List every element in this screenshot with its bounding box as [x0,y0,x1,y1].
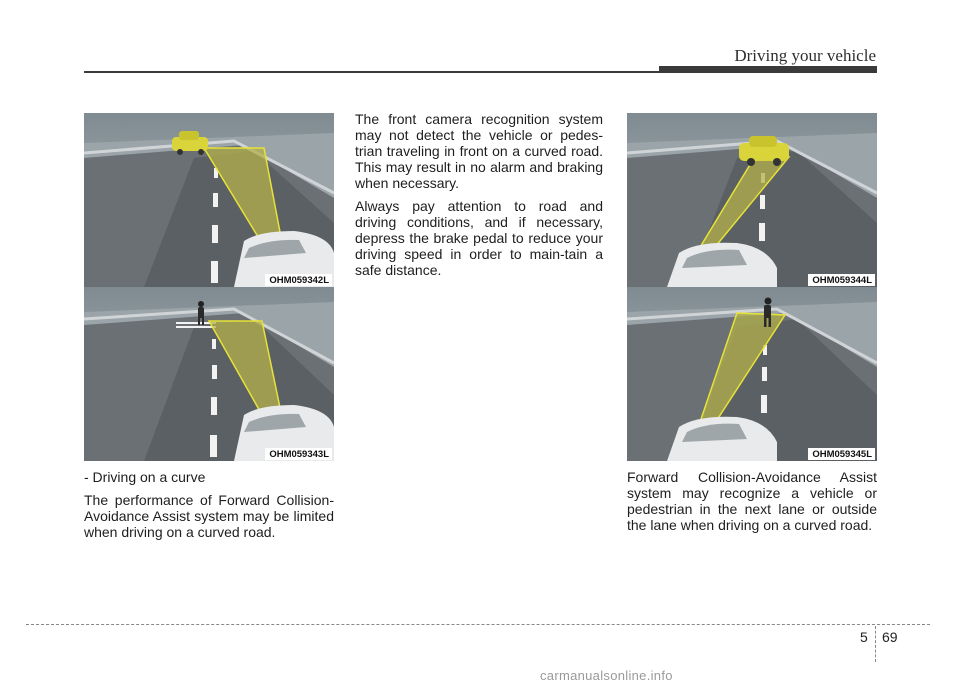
figure-code: OHM059345L [808,448,875,460]
paragraph-performance: The performance of Forward Collision-Avoidance Assist system may be limited when driving on a curved road. [84,492,334,540]
left-column-text [84,469,334,547]
figure-code: OHM059343L [265,448,332,460]
figure-curve-vehicle-left [84,113,334,287]
footer-divider [875,626,876,662]
figure-code: OHM059342L [265,274,332,286]
illustration-curve-vehicle [84,113,334,287]
footer-rule [26,624,930,625]
illustration-next-lane-vehicle [627,113,877,287]
right-column-text [627,469,877,540]
illustration-next-lane-pedestrian [627,287,877,461]
figure-next-lane-pedestrian [627,287,877,461]
figure-code: OHM059344L [808,274,875,286]
figure-next-lane-vehicle [627,113,877,287]
header-rule [84,71,659,73]
figure-curve-pedestrian-left [84,287,334,461]
paragraph-pay-attention: Always pay attention to road and driving conditions, and if necessary, depress the brake pedal to reduce your driving speed in order to main-tain a safe distance. [355,198,603,278]
middle-column-text [355,111,603,285]
list-item-curve: - Driving on a curve [84,469,206,485]
paragraph-next-lane: Forward Collision-Avoidance Assist system may recognize a vehicle or pedestrian in the next lane or outside the lane when driving on a curved road. [627,469,877,533]
header-tab-bar [659,66,877,73]
header-title: Driving your vehicle [734,46,876,65]
illustration-curve-pedestrian [84,287,334,461]
paragraph-camera-recognition: The front camera recognition system may not detect the vehicle or pedes-trian traveling in front on a curved road. This may result in no alarm and braking when necessary. [355,111,603,191]
page-number: 69 [882,629,898,645]
watermark: carmanualsonline.info [540,668,673,683]
chapter-number: 5 [860,629,868,645]
